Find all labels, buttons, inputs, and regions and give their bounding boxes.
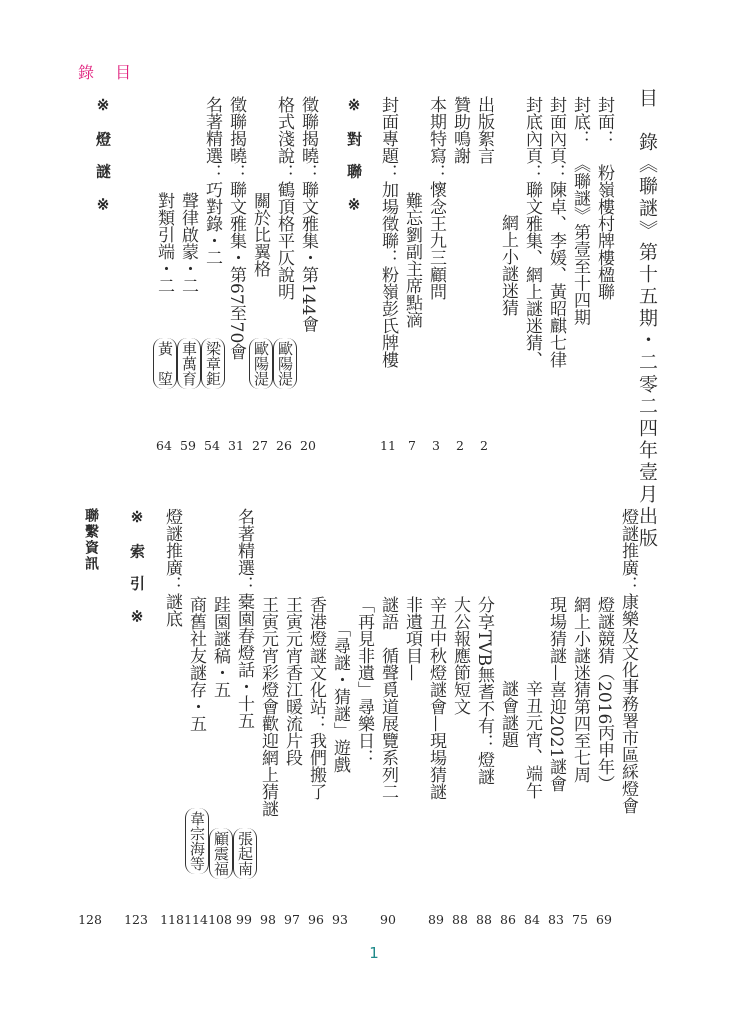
page-number: 114: [184, 912, 208, 927]
page-number: 2: [480, 438, 488, 453]
page-number: 83: [548, 912, 564, 927]
page-number: 108: [208, 912, 232, 927]
page-title: 目 錄《聯謎》第十五期・二零二四年壹月出版: [636, 88, 658, 550]
folio-page-number: 1: [369, 944, 379, 962]
author-label: 歐陽湜: [249, 338, 273, 389]
toc-entry-biyi: 關於比翼格: [250, 192, 270, 277]
page-number: 75: [572, 912, 588, 927]
toc-entry-preface: 出版絮言: [474, 96, 494, 164]
author-label: 張起南: [233, 828, 257, 879]
toc-entry-renyin-2: 王寅元宵彩燈會歡迎網上猜謎: [258, 596, 278, 817]
toc-entry-takungpao: 大公報應節短文: [450, 596, 470, 715]
toc-entry-masterpiece-6: 商舊社友謎存・五: [186, 596, 206, 732]
toc-entry-back-cover: 封底： 《聯謎》第壹至十四期: [570, 96, 590, 326]
page-number: 118: [160, 912, 184, 927]
toc-entry-back-inner-cont: 網上小謎迷猜: [498, 214, 518, 316]
toc-entry-renyin-1: 王寅元宵香江暖流片段: [282, 596, 302, 766]
toc-entry-answers: 燈謎推廣：謎底: [162, 508, 182, 627]
page-number: 3: [432, 438, 440, 453]
author-label: 黃 埅: [153, 338, 177, 389]
section-heading-contact: 聯繫資訊: [83, 508, 99, 572]
page-number: 128: [78, 912, 102, 927]
page-number: 123: [124, 912, 148, 927]
section-heading-couplets: ※ 對 聯 ※: [345, 96, 363, 220]
page-number: 99: [236, 912, 252, 927]
author-label: 梁章鉅: [201, 338, 225, 389]
page-number: 11: [380, 438, 396, 453]
page-number: 54: [204, 438, 220, 453]
toc-entry-cover-inner: 封面內頁：陳卓、李媛、黃昭麒七律: [546, 96, 566, 368]
toc-entry-feature: 本期特寫：懷念王九三顧問: [426, 96, 446, 300]
corner-section-label: 錄 目: [78, 63, 140, 82]
toc-entry-xinchou: 辛丑元宵、端午: [522, 680, 542, 799]
author-label: 顧震福: [209, 828, 233, 879]
toc-entry-masterpiece-2: 聲律啟蒙・二: [178, 192, 198, 294]
toc-entry-thanks: 贊助鳴謝: [450, 96, 470, 164]
toc-entry-live-riddles: 現場猜謎—喜迎2021謎會: [546, 596, 566, 793]
page-number: 27: [252, 438, 268, 453]
toc-entry-cover: 封面： 粉嶺樓村牌樓楹聯: [594, 96, 614, 300]
toc-entry-ich-game: 「尋謎・猜謎」遊戲: [330, 620, 350, 773]
toc-entry-riddle-promo: 燈謎推廣：康樂及文化事務署市區綵燈會: [618, 508, 638, 814]
page-number: 93: [332, 912, 348, 927]
toc-entry-masterpiece-1: 名著精選：巧對錄・二: [202, 96, 222, 266]
page-number: 86: [500, 912, 516, 927]
toc-entry-masterpiece-4: 名著精選：橐園春燈話・十五: [234, 508, 254, 729]
toc-entry-riddle-questions: 謎會謎題: [498, 680, 518, 748]
page-number: 98: [260, 912, 276, 927]
toc-entry-masterpiece-3: 對類引端・二: [154, 192, 174, 294]
toc-entry-back-inner: 封底內頁：聯文雅集、網上謎迷猜、: [522, 96, 542, 368]
author-label: 歐陽湜: [273, 338, 297, 389]
page-number: 7: [408, 438, 416, 453]
toc-entry-tvb: 分享TVB無耆不有：燈謎: [474, 596, 494, 786]
toc-entry-format-talk: 格式淺說：鶴頂格平仄說明: [274, 96, 294, 300]
toc-entry-ich: 非遺項目—: [402, 596, 422, 681]
toc-entry-riddle-station: 香港燈謎文化站：我們搬了: [306, 596, 326, 800]
page-number: 97: [284, 912, 300, 927]
page-number: 84: [524, 912, 540, 927]
page-number: 26: [276, 438, 292, 453]
page-number: 89: [428, 912, 444, 927]
toc-entry-couplet-results-144: 徵聯揭曉：聯文雅集・第144會: [298, 96, 318, 333]
toc-entry-online-riddles: 網上小謎迷猜第四至七周: [570, 596, 590, 783]
section-heading-index: ※ 索 引 ※: [128, 508, 146, 632]
page-number: 88: [476, 912, 492, 927]
page-number: 96: [308, 912, 324, 927]
toc-entry-couplet-results-67: 徵聯揭曉：聯文雅集・第67至70會: [226, 96, 246, 361]
page-number: 59: [180, 438, 196, 453]
page-number: 69: [596, 912, 612, 927]
page-number: 90: [380, 912, 396, 927]
toc-entry-mid-autumn: 辛丑中秋燈謎會—現場猜謎: [426, 596, 446, 800]
author-label: 韋宗海等: [185, 808, 209, 874]
toc-entry-ich-exhibit: 謎語 循聲覓道展覽系列二: [378, 596, 398, 800]
toc-entry-riddle-2016: 燈謎競猜（2016丙申年）: [594, 596, 614, 793]
toc-entry-masterpiece-5: 跬園謎稿・五: [210, 596, 230, 698]
page-number: 20: [300, 438, 316, 453]
page-number: 2: [456, 438, 464, 453]
toc-entry-feature-2: 難忘劉副主席點滴: [402, 192, 422, 328]
author-label: 車萬育: [177, 338, 201, 389]
page-number: 64: [156, 438, 172, 453]
toc-entry-cover-topic: 封面專題：加場徵聯：粉嶺彭氏牌樓: [378, 96, 398, 368]
toc-entry-ich-day: 「再見非遺」尋樂日：: [354, 596, 374, 766]
section-heading-riddles: ※ 燈 謎 ※: [94, 96, 112, 220]
page-number: 31: [228, 438, 244, 453]
page-number: 88: [452, 912, 468, 927]
